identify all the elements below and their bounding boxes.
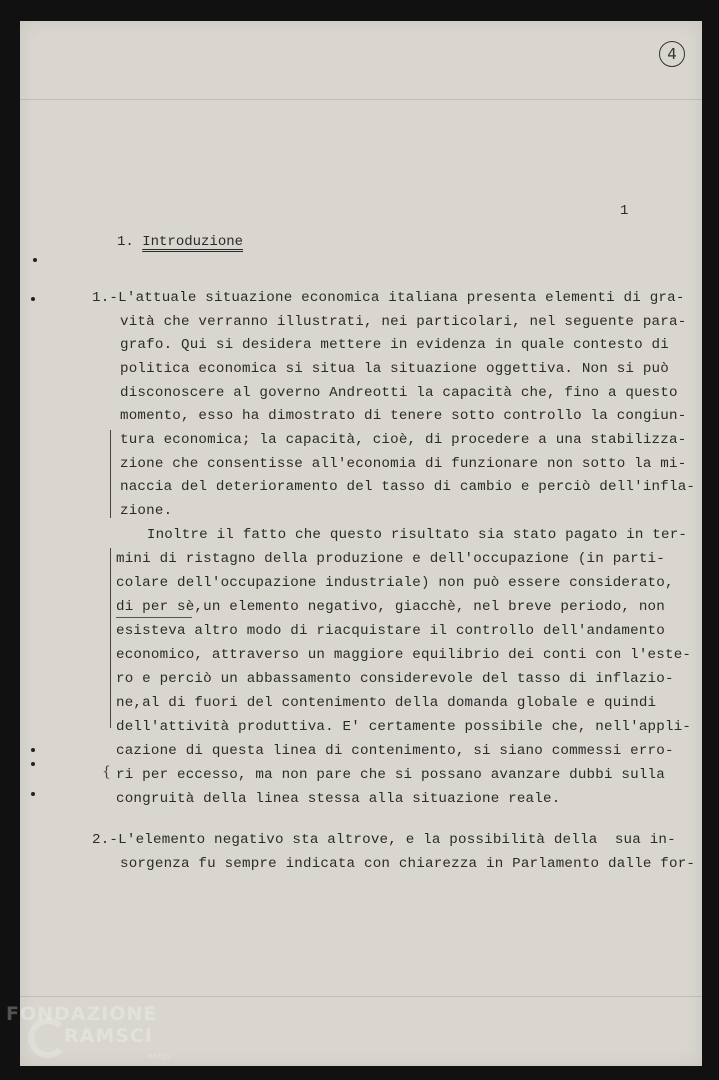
punch-hole xyxy=(31,762,35,766)
text-line: politica economica si situa la situazione oggettiva. Non si può xyxy=(120,361,669,377)
text-line: zione. xyxy=(120,503,173,519)
section-heading xyxy=(117,234,243,250)
watermark-logo-g xyxy=(28,1018,68,1058)
text-line: dell'attività produttiva. E' certamente possibile che, nell'appli- xyxy=(116,719,692,735)
punch-hole xyxy=(31,297,35,301)
text-line: grafo. Qui si desidera mettere in evidenza in quale contesto di xyxy=(120,337,669,353)
text-line: ro e perciò un abbassamento considerevole del tasso di inflazio- xyxy=(116,671,674,687)
fold-line-top xyxy=(20,99,702,100)
watermark-subtext: onlus xyxy=(147,1052,172,1062)
text-line: ri per eccesso, ma non pare che si possano avanzare dubbi sulla xyxy=(116,767,665,783)
text-line: ne,al di fuori del contenimento della domanda globale e quindi xyxy=(116,695,657,711)
fold-line-bottom xyxy=(20,996,702,997)
punch-hole xyxy=(31,748,35,752)
text-line: sorgenza fu sempre indicata con chiarezza in Parlamento dalle for- xyxy=(120,856,696,872)
pencil-margin-line xyxy=(110,548,111,728)
watermark-text: RAMSCI xyxy=(64,1025,153,1047)
text-line: tura economica; la capacità, cioè, di procedere a una stabilizza- xyxy=(120,432,687,448)
text-line: vità che verranno illustrati, nei particolari, nel seguente para- xyxy=(120,314,687,330)
circled-page-annotation: 4 xyxy=(659,41,685,67)
section-number: 1. xyxy=(117,234,134,250)
text-line: naccia del deterioramento del tasso di cambio e perciò dell'infla- xyxy=(120,479,696,495)
text-line: cazione di questa linea di contenimento, si siano commessi erro- xyxy=(116,743,674,759)
text-line: congruità della linea stessa alla situazione reale. xyxy=(116,791,561,807)
text-line: colare dell'occupazione industriale) non può essere considerato, xyxy=(116,575,674,591)
pencil-margin-line xyxy=(110,430,111,518)
text-line: zione che consentisse all'economia di funzionare non sotto la mi- xyxy=(120,456,687,472)
text-line: 1.-L'attuale situazione economica italiana presenta elementi di gra- xyxy=(92,290,685,306)
text-line: mini di ristagno della produzione e dell'occupazione (in parti- xyxy=(116,551,665,567)
text-line: momento, esso ha dimostrato di tenere sotto controllo la congiun- xyxy=(120,408,687,424)
page-number: 1 xyxy=(620,203,629,219)
text-line: Inoltre il fatto che questo risultato sia stato pagato in ter- xyxy=(112,527,688,543)
text-line: disconoscere al governo Andreotti la capacità che, fino a questo xyxy=(120,385,678,401)
watermark-text: FONDAZIONE xyxy=(6,1003,158,1025)
punch-hole xyxy=(31,792,35,796)
document-page xyxy=(20,21,702,1066)
text-line: esisteva altro modo di riacquistare il controllo dell'andamento xyxy=(116,623,665,639)
pencil-underline xyxy=(116,617,192,618)
pencil-squiggle-mark: { xyxy=(102,764,111,780)
punch-hole xyxy=(33,258,37,262)
text-line: economico, attraverso un maggiore equilibrio dei conti con l'este- xyxy=(116,647,692,663)
text-line: di per sè,un elemento negativo, giacchè, nel breve periodo, non xyxy=(116,599,665,615)
section-title: Introduzione xyxy=(142,234,244,250)
text-line: 2.-L'elemento negativo sta altrove, e la possibilità della sua in- xyxy=(92,832,676,848)
